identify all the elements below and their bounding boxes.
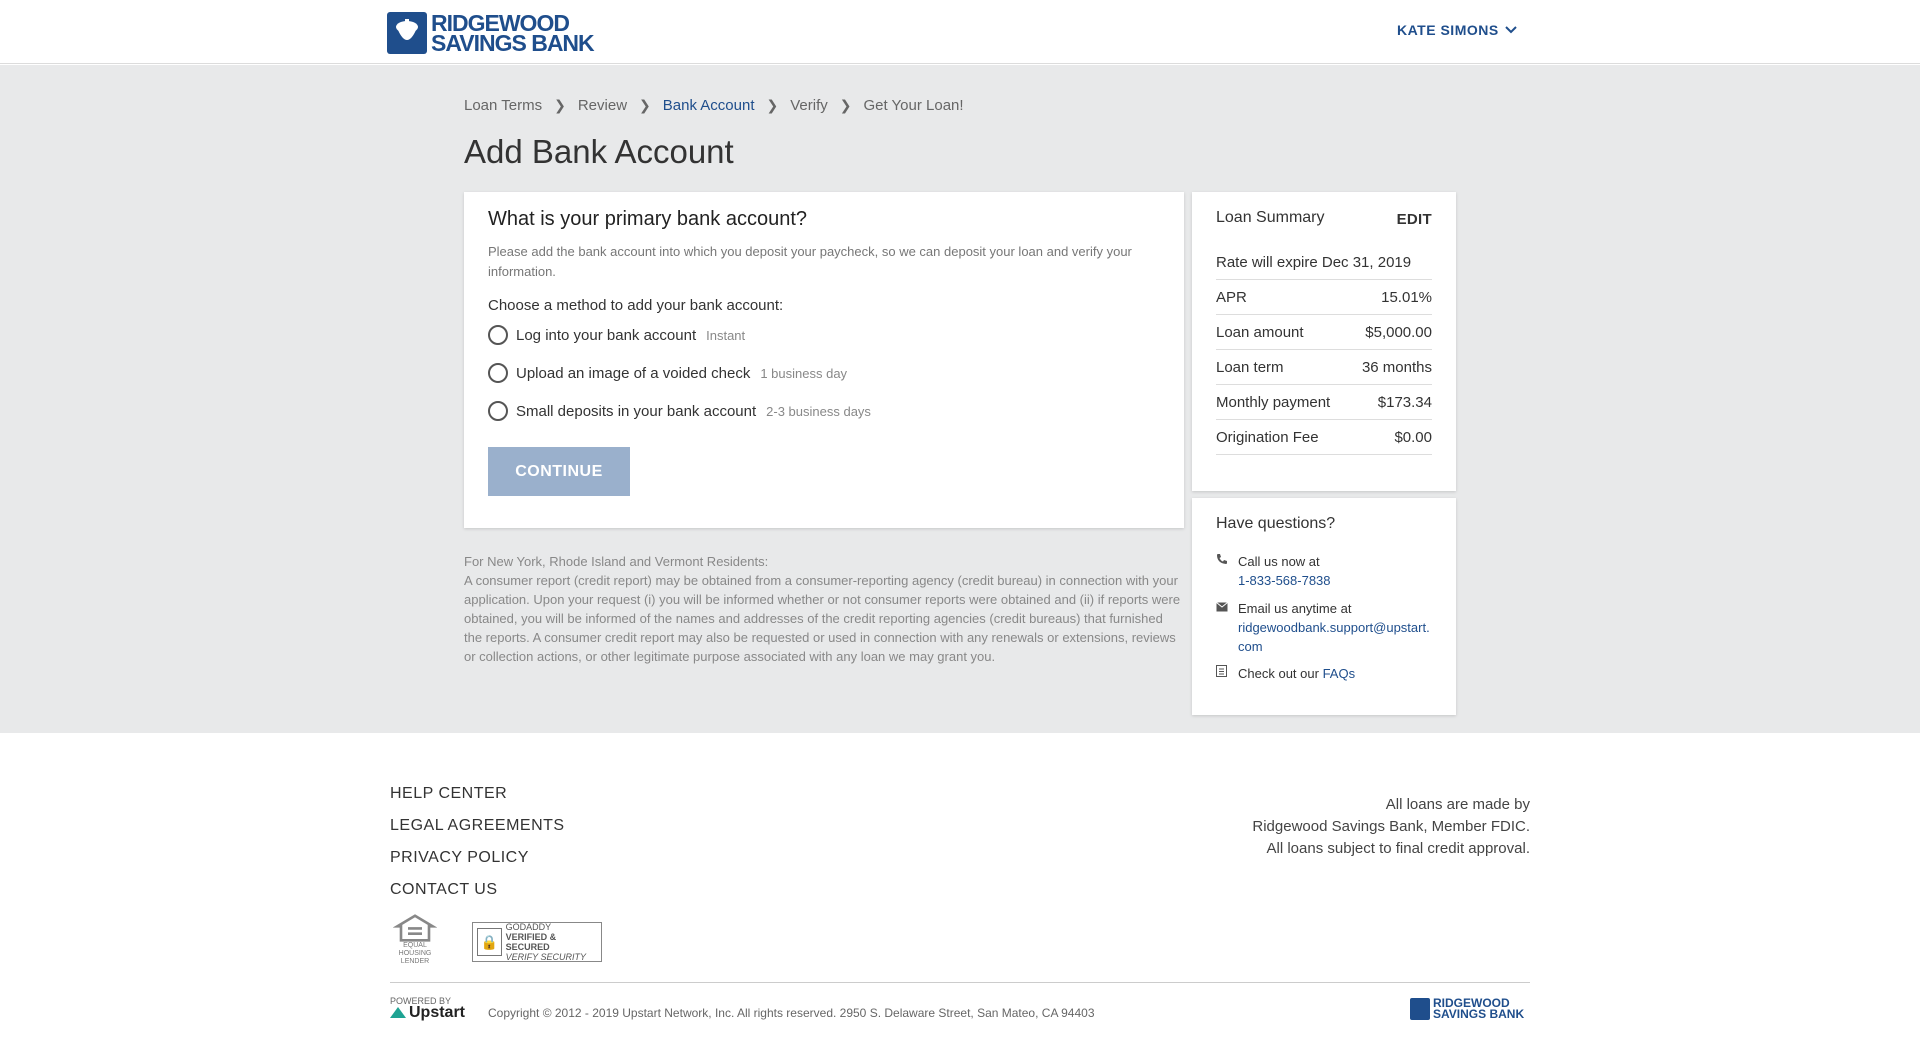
summary-value: $5,000.00 <box>1365 323 1432 341</box>
footer-logo-line2: SAVINGS BANK <box>1433 1007 1525 1021</box>
footer-link-privacy-policy[interactable]: PRIVACY POLICY <box>390 849 529 866</box>
chevron-right-icon: ❯ <box>639 97 651 113</box>
summary-value: 36 months <box>1361 358 1432 376</box>
breadcrumb-review[interactable]: Review <box>577 97 628 114</box>
user-menu[interactable] <box>1397 22 1517 38</box>
email-link[interactable]: ridgewoodbank.support@upstart.com <box>1238 620 1430 654</box>
house-icon <box>393 914 437 942</box>
footer-logo-line1: RIDGEWOOD <box>1433 996 1510 1010</box>
footer-divider <box>390 982 1530 983</box>
credit-report-disclaimer <box>464 552 1184 666</box>
option-hint: 2-3 business days <box>766 403 871 419</box>
footer-link-contact-us[interactable]: CONTACT US <box>390 881 498 898</box>
option-voided-check[interactable] <box>488 363 847 383</box>
summary-row-origination-fee <box>1216 420 1432 455</box>
footer-link-help-center[interactable]: HELP CENTER <box>390 785 508 802</box>
powered-by-label: POWERED BY <box>390 996 452 1006</box>
summary-value: $173.34 <box>1377 393 1432 411</box>
loan-summary-card <box>1192 192 1456 491</box>
acorn-logo-icon <box>387 12 427 54</box>
breadcrumb-loan-terms[interactable]: Loan Terms <box>464 97 543 114</box>
upstart-name: Upstart <box>409 1004 466 1021</box>
loan-notice-line: Ridgewood Savings Bank, Member FDIC. <box>1252 818 1530 835</box>
option-small-deposits[interactable] <box>488 401 871 421</box>
summary-label: APR <box>1216 288 1247 306</box>
disclaimer-heading: For New York, Rhode Island and Vermont Residents: <box>464 554 769 569</box>
chevron-right-icon: ❯ <box>554 97 566 113</box>
option-hint: Instant <box>706 327 746 343</box>
envelope-icon <box>1216 599 1230 656</box>
option-hint: 1 business day <box>760 365 848 381</box>
faq-prefix: Check out our <box>1238 666 1319 681</box>
radio-button[interactable] <box>488 325 508 345</box>
chevron-right-icon: ❯ <box>839 97 852 113</box>
document-icon <box>1216 664 1230 683</box>
user-name: KATE SIMONS <box>1397 22 1499 38</box>
godaddy-verified-badge[interactable] <box>472 922 602 962</box>
loan-notice-line: All loans are made by <box>1385 796 1530 813</box>
continue-button[interactable]: CONTINUE <box>488 447 630 496</box>
breadcrumb <box>464 97 964 114</box>
option-label: Small deposits in your bank account <box>516 402 757 420</box>
bank-logo[interactable] <box>387 12 594 54</box>
questions-title: Have questions? <box>1216 515 1336 532</box>
godaddy-line3: VERIFY SECURITY <box>505 952 586 962</box>
summary-row-apr <box>1216 280 1432 315</box>
site-header <box>0 0 1920 64</box>
summary-label: Loan amount <box>1216 323 1304 341</box>
questions-card <box>1192 498 1456 715</box>
footer-badges <box>390 914 602 966</box>
summary-label: Origination Fee <box>1216 428 1319 446</box>
call-label: Call us now at <box>1238 554 1320 569</box>
loan-notice-line: All loans subject to final credit approval. <box>1266 840 1530 857</box>
faq-item <box>1216 664 1355 683</box>
page-title: Add Bank Account <box>464 133 734 170</box>
option-label: Log into your bank account <box>516 326 697 344</box>
powered-by-upstart[interactable] <box>390 996 466 1021</box>
summary-label: Loan term <box>1216 358 1284 376</box>
email-label: Email us anytime at <box>1238 601 1352 616</box>
loan-summary-title: Loan Summary <box>1216 209 1325 226</box>
rate-expire-text: Rate will expire Dec 31, 2019 <box>1216 253 1412 271</box>
logo-line2: SAVINGS BANK <box>431 30 594 56</box>
disclaimer-body: A consumer report (credit report) may be obtained from a consumer-reporting agency (credit bureau) in connection with your application. Upon your request (i) you will be informed whether or not consumer reports were obtained and (ii) if reports were obtained, you will be informed of the names and addresses of the credit reporting agencies (credit bureaus) that furnished the reports. A consumer credit report may also be requested or used in connection with any renewals or extensions, reviews or collection actions, or other legitimate purpose associated with any loan we may grant you. <box>464 573 1181 664</box>
chevron-right-icon: ❯ <box>766 97 779 113</box>
copyright-text: Copyright © 2012 - 2019 Upstart Network, Inc. All rights reserved. 2950 S. Delaware Street, San Mateo, CA 94403 <box>488 1006 1095 1020</box>
acorn-logo-icon <box>1410 998 1430 1020</box>
summary-value: $0.00 <box>1394 428 1432 446</box>
summary-value: 15.01% <box>1381 288 1432 306</box>
radio-button[interactable] <box>488 363 508 383</box>
summary-row-monthly-payment <box>1216 385 1432 420</box>
summary-row-loan-amount <box>1216 315 1432 350</box>
edit-button[interactable]: EDIT <box>1396 211 1432 228</box>
option-label: Upload an image of a voided check <box>516 364 751 382</box>
upstart-logo-icon <box>390 1007 406 1018</box>
godaddy-line1: GODADDY <box>505 922 552 932</box>
email-us-item <box>1216 599 1434 656</box>
bank-account-card <box>464 192 1184 528</box>
option-login-bank[interactable] <box>488 325 745 345</box>
godaddy-line2: VERIFIED & SECURED <box>505 932 557 952</box>
ehl-line2: LENDER <box>400 958 430 965</box>
footer-loan-notice <box>1252 794 1530 860</box>
breadcrumb-bank-account: Bank Account <box>662 97 755 114</box>
footer-link-legal-agreements[interactable]: LEGAL AGREEMENTS <box>390 817 565 834</box>
call-us-item <box>1216 552 1331 590</box>
equal-housing-lender-badge <box>390 914 440 966</box>
rate-expire-row <box>1216 245 1432 280</box>
breadcrumb-verify: Verify <box>790 97 828 114</box>
lock-icon: 🔒 <box>477 928 502 956</box>
phone-icon <box>1216 552 1230 590</box>
radio-button[interactable] <box>488 401 508 421</box>
phone-link[interactable]: 1-833-568-7838 <box>1238 573 1331 588</box>
faq-link[interactable]: FAQs <box>1322 666 1356 681</box>
chevron-down-icon <box>1505 26 1517 34</box>
summary-row-loan-term <box>1216 350 1432 385</box>
choose-method-label: Choose a method to add your bank account: <box>488 297 784 314</box>
account-description: Please add the bank account into which you deposit your paycheck, so we can deposit your loan and verify your information. <box>488 244 1132 279</box>
summary-label: Monthly payment <box>1216 393 1331 411</box>
breadcrumb-get-your-loan: Get Your Loan! <box>863 97 964 114</box>
account-question: What is your primary bank account? <box>488 208 808 230</box>
footer-links <box>390 778 565 906</box>
ehl-line1: EQUAL HOUSING <box>398 942 432 957</box>
logo-line1: RIDGEWOOD <box>431 10 569 36</box>
footer-bank-logo <box>1410 998 1524 1020</box>
